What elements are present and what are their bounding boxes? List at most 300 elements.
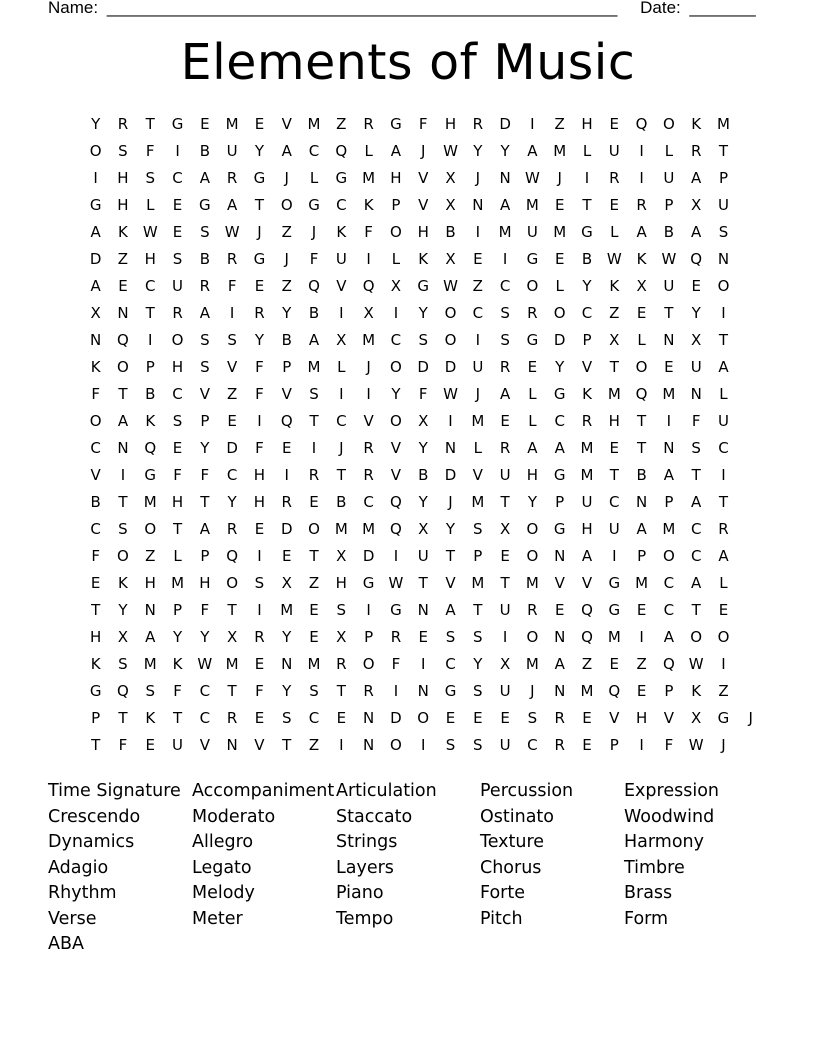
grid-letter: J: [339, 439, 344, 457]
word-list-item: Rhythm: [48, 883, 117, 903]
grid-letter: P: [364, 628, 374, 646]
grid-letter: I: [229, 304, 235, 322]
grid-letter: S: [473, 520, 483, 538]
grid-letter: S: [227, 331, 237, 349]
grid-letter: B: [145, 385, 156, 403]
grid-letter: I: [339, 736, 344, 754]
grid-letter: E: [664, 358, 674, 376]
grid-letter: K: [609, 277, 620, 295]
grid-row: [82, 708, 764, 735]
grid-row: [82, 222, 764, 249]
name-label: Name:: [48, 0, 99, 17]
grid-letter: C: [226, 466, 238, 484]
grid-letter: F: [255, 439, 264, 457]
grid-letter: T: [609, 466, 619, 484]
grid-letter: R: [718, 520, 729, 538]
grid-letter: B: [581, 250, 593, 268]
grid-letter: M: [553, 223, 567, 241]
grid-letter: A: [636, 520, 647, 538]
grid-letter: N: [363, 736, 375, 754]
grid-letter: D: [444, 466, 457, 484]
grid-letter: G: [390, 601, 402, 619]
grid-letter: S: [118, 142, 128, 160]
grid-letter: Z: [472, 277, 483, 295]
grid-letter: C: [199, 682, 211, 700]
grid-letter: I: [175, 142, 180, 160]
grid-letter: F: [200, 601, 210, 619]
grid-letter: M: [143, 493, 157, 511]
grid-letter: C: [472, 304, 484, 322]
grid-letter: H: [335, 574, 347, 592]
grid-letter: T: [336, 682, 346, 700]
grid-letter: S: [200, 358, 210, 376]
grid-letter: L: [364, 142, 373, 160]
grid-letter: E: [636, 601, 647, 619]
grid-letter: G: [553, 466, 566, 484]
grid-letter: Y: [227, 493, 237, 511]
grid-letter: E: [500, 412, 510, 430]
grid-letter: D: [362, 547, 375, 565]
grid-letter: N: [472, 196, 484, 214]
grid-row: [82, 519, 764, 546]
grid-letter: S: [200, 331, 210, 349]
grid-letter: G: [608, 574, 621, 592]
grid-letter: T: [500, 493, 510, 511]
grid-letter: E: [500, 709, 510, 727]
grid-letter: X: [445, 250, 456, 268]
grid-letter: S: [527, 709, 538, 727]
grid-letter: N: [226, 736, 238, 754]
grid-letter: A: [445, 601, 456, 619]
grid-letter: Y: [200, 439, 210, 457]
grid-letter: H: [581, 520, 593, 538]
grid-letter: E: [718, 601, 729, 619]
word-list-item: Melody: [192, 883, 255, 903]
grid-letter: U: [526, 223, 538, 241]
grid-letter: M: [580, 439, 594, 457]
grid-row: [82, 384, 764, 411]
grid-letter: S: [172, 412, 183, 430]
grid-letter: A: [227, 196, 238, 214]
grid-letter: O: [690, 628, 703, 646]
grid-letter: E: [418, 628, 428, 646]
grid-letter: H: [635, 709, 648, 727]
grid-letter: I: [502, 250, 508, 268]
grid-letter: M: [471, 574, 485, 592]
grid-letter: N: [417, 601, 429, 619]
grid-letter: I: [339, 385, 344, 403]
grid-letter: O: [717, 277, 730, 295]
grid-letter: X: [636, 277, 647, 295]
grid-letter: F: [118, 736, 128, 754]
grid-letter: Y: [418, 304, 428, 322]
grid-letter: O: [526, 520, 539, 538]
grid-letter: I: [584, 169, 590, 187]
grid-letter: P: [637, 547, 647, 565]
grid-letter: V: [554, 574, 565, 592]
grid-letter: N: [117, 439, 129, 457]
grid-letter: S: [336, 601, 347, 619]
grid-letter: A: [691, 169, 702, 187]
grid-letter: E: [554, 196, 565, 214]
grid-letter: F: [418, 385, 428, 403]
grid-letter: C: [554, 412, 565, 430]
grid-letter: I: [311, 439, 317, 457]
grid-letter: N: [144, 601, 156, 619]
grid-letter: R: [117, 115, 129, 133]
grid-letter: R: [199, 277, 211, 295]
grid-letter: I: [393, 304, 399, 322]
grid-letter: I: [721, 466, 726, 484]
grid-letter: O: [362, 655, 375, 673]
grid-letter: K: [172, 655, 183, 673]
grid-letter: G: [553, 385, 566, 403]
grid-letter: S: [500, 331, 510, 349]
grid-letter: O: [226, 574, 239, 592]
grid-letter: I: [284, 466, 289, 484]
grid-letter: E: [527, 358, 538, 376]
grid-row: [82, 195, 764, 222]
grid-letter: P: [473, 547, 483, 565]
grid-letter: U: [581, 493, 593, 511]
grid-letter: T: [118, 493, 128, 511]
grid-letter: I: [639, 142, 644, 160]
grid-letter: T: [582, 196, 592, 214]
grid-letter: R: [609, 169, 620, 187]
grid-letter: Q: [335, 142, 348, 160]
grid-letter: S: [254, 574, 265, 592]
grid-letter: E: [309, 493, 319, 511]
grid-letter: R: [254, 304, 265, 322]
grid-letter: M: [280, 601, 294, 619]
grid-letter: Q: [390, 493, 402, 511]
grid-letter: M: [225, 115, 239, 133]
grid-letter: E: [609, 196, 620, 214]
grid-letter: E: [609, 655, 620, 673]
grid-letter: D: [444, 358, 457, 376]
grid-letter: L: [719, 574, 728, 592]
grid-letter: I: [257, 601, 262, 619]
grid-letter: M: [607, 385, 621, 403]
grid-letter: E: [609, 439, 620, 457]
grid-letter: X: [691, 331, 702, 349]
grid-letter: B: [663, 223, 675, 241]
grid-letter: J: [475, 169, 481, 187]
grid-letter: Q: [308, 277, 320, 295]
grid-letter: E: [500, 547, 510, 565]
grid-letter: G: [144, 466, 157, 484]
grid-letter: K: [363, 196, 374, 214]
grid-letter: R: [363, 466, 374, 484]
grid-letter: N: [554, 682, 566, 700]
grid-letter: O: [89, 412, 102, 430]
grid-letter: M: [471, 493, 485, 511]
grid-letter: G: [444, 682, 457, 700]
grid-letter: V: [390, 439, 402, 457]
grid-letter: T: [637, 439, 647, 457]
grid-letter: A: [527, 142, 538, 160]
grid-letter: J: [530, 682, 535, 700]
grid-letter: I: [148, 331, 153, 349]
grid-letter: P: [582, 331, 592, 349]
grid-letter: J: [475, 385, 481, 403]
grid-letter: E: [609, 115, 620, 133]
word-list-item: Accompaniment: [192, 781, 335, 801]
grid-letter: Z: [281, 277, 292, 295]
grid-letter: Q: [117, 682, 129, 700]
grid-letter: Y: [473, 655, 483, 673]
grid-letter: I: [639, 736, 644, 754]
grid-letter: T: [336, 466, 346, 484]
grid-letter: D: [553, 331, 566, 349]
header-line: [48, 0, 756, 18]
grid-letter: R: [690, 142, 702, 160]
grid-letter: I: [120, 466, 126, 484]
grid-letter: M: [171, 574, 185, 592]
grid-letter: I: [393, 547, 399, 565]
grid-letter: O: [171, 331, 184, 349]
grid-letter: T: [691, 601, 701, 619]
grid-letter: Z: [308, 736, 320, 754]
grid-letter: R: [172, 304, 183, 322]
grid-letter: M: [662, 385, 676, 403]
grid-letter: L: [309, 169, 319, 187]
grid-letter: U: [608, 520, 620, 538]
grid-letter: R: [499, 358, 511, 376]
grid-letter: R: [499, 439, 511, 457]
grid-letter: M: [525, 196, 539, 214]
grid-letter: N: [554, 547, 566, 565]
grid-letter: S: [281, 709, 292, 727]
grid-letter: P: [145, 358, 155, 376]
grid-letter: U: [499, 601, 511, 619]
word-list-item: Form: [624, 908, 669, 929]
word-list-item: Staccato: [336, 806, 413, 827]
grid-letter: F: [255, 385, 264, 403]
grid-letter: V: [363, 412, 374, 430]
grid-letter: X: [336, 628, 347, 646]
grid-letter: O: [635, 358, 648, 376]
grid-letter: O: [444, 304, 457, 322]
grid-letter: P: [664, 682, 674, 700]
word-list-item: Chorus: [480, 857, 542, 878]
grid-letter: M: [525, 655, 539, 673]
grid-letter: X: [609, 331, 620, 349]
grid-letter: Z: [554, 115, 565, 133]
grid-letter: L: [473, 439, 482, 457]
grid-letter: X: [336, 547, 347, 565]
grid-letter: C: [445, 655, 456, 673]
grid-letter: S: [445, 628, 456, 646]
grid-letter: Z: [718, 682, 729, 700]
grid-letter: Y: [91, 115, 101, 133]
grid-letter: E: [254, 520, 265, 538]
grid-letter: Y: [282, 682, 292, 700]
grid-letter: S: [500, 304, 510, 322]
grid-letter: I: [393, 682, 399, 700]
grid-letter: A: [499, 385, 511, 403]
grid-letter: W: [197, 655, 213, 673]
grid-letter: C: [90, 439, 101, 457]
grid-letter: M: [607, 628, 621, 646]
word-list-item: Piano: [336, 883, 384, 903]
grid-letter: L: [610, 223, 619, 241]
grid-letter: G: [581, 223, 593, 241]
grid-letter: O: [444, 331, 457, 349]
grid-letter: T: [609, 358, 619, 376]
word-list-item: Adagio: [48, 857, 109, 878]
grid-letter: L: [637, 331, 646, 349]
grid-letter: O: [553, 304, 566, 322]
grid-letter: C: [336, 412, 347, 430]
grid-letter: I: [366, 601, 371, 619]
grid-letter: M: [362, 169, 376, 187]
grid-letter: T: [254, 196, 265, 214]
grid-letter: T: [145, 115, 155, 133]
grid-letter: T: [691, 466, 701, 484]
word-list-item: Allegro: [192, 832, 254, 852]
grid-letter: T: [91, 601, 101, 619]
grid-letter: E: [554, 250, 565, 268]
grid-letter: P: [609, 736, 619, 754]
grid-letter: J: [257, 223, 262, 241]
grid-letter: C: [690, 520, 702, 538]
grid-letter: E: [636, 304, 647, 322]
word-list-item: Harmony: [624, 832, 704, 852]
grid-letter: A: [199, 169, 210, 187]
grid-letter: M: [307, 115, 321, 133]
grid-letter: S: [118, 655, 128, 673]
grid-letter: I: [530, 115, 535, 133]
grid-letter: U: [608, 142, 620, 160]
grid-letter: I: [366, 250, 371, 268]
grid-letter: T: [500, 574, 510, 592]
grid-letter: O: [390, 223, 402, 241]
grid-letter: G: [417, 277, 430, 295]
word-list-item: Moderato: [192, 806, 276, 827]
grid-letter: R: [254, 628, 265, 646]
grid-letter: X: [418, 520, 429, 538]
grid-letter: O: [526, 277, 539, 295]
grid-letter: C: [609, 493, 620, 511]
grid-letter: Y: [555, 358, 565, 376]
grid-letter: I: [639, 169, 644, 187]
grid-letter: O: [717, 628, 730, 646]
grid-letter: K: [418, 250, 429, 268]
grid-letter: E: [200, 115, 210, 133]
grid-letter: C: [363, 493, 374, 511]
word-list-item: Articulation: [336, 781, 437, 801]
grid-letter: F: [227, 277, 237, 295]
grid-letter: G: [717, 709, 730, 727]
grid-letter: W: [688, 655, 704, 673]
grid-letter: F: [91, 547, 100, 565]
word-list: [48, 779, 768, 958]
grid-letter: X: [226, 628, 238, 646]
grid-letter: I: [666, 412, 672, 430]
grid-letter: D: [89, 250, 102, 268]
grid-letter: B: [336, 493, 347, 511]
grid-letter: E: [172, 223, 183, 241]
word-list-item: Forte: [480, 883, 525, 903]
grid-letter: M: [717, 115, 730, 133]
grid-letter: G: [526, 331, 539, 349]
grid-letter: G: [308, 196, 320, 214]
word-list-item: Dynamics: [48, 832, 135, 852]
grid-letter: E: [309, 628, 319, 646]
grid-letter: V: [254, 736, 265, 754]
grid-letter: A: [281, 142, 292, 160]
grid-letter: L: [391, 250, 401, 268]
grid-letter: W: [606, 250, 622, 268]
grid-letter: I: [612, 547, 617, 565]
grid-letter: X: [418, 412, 429, 430]
grid-letter: V: [581, 574, 593, 592]
grid-letter: V: [199, 385, 210, 403]
grid-letter: C: [90, 520, 101, 538]
grid-letter: J: [721, 736, 726, 754]
grid-letter: O: [526, 628, 539, 646]
grid-letter: B: [445, 223, 456, 241]
grid-letter: R: [527, 601, 538, 619]
grid-letter: E: [582, 736, 592, 754]
grid-letter: W: [688, 736, 704, 754]
grid-letter: N: [663, 439, 675, 457]
word-list-item: Strings: [336, 832, 398, 852]
grid-letter: P: [173, 601, 183, 619]
grid-letter: V: [390, 466, 402, 484]
grid-letter: H: [117, 169, 129, 187]
grid-letter: C: [145, 277, 156, 295]
grid-letter: H: [90, 628, 102, 646]
grid-letter: I: [721, 655, 726, 673]
grid-letter: F: [691, 412, 701, 430]
grid-letter: B: [199, 142, 210, 160]
grid-letter: M: [143, 655, 157, 673]
grid-letter: Q: [662, 655, 675, 673]
grid-letter: S: [200, 223, 210, 241]
grid-letter: K: [691, 682, 702, 700]
grid-letter: T: [718, 493, 729, 511]
word-list-item: Meter: [192, 908, 243, 929]
grid-letter: T: [118, 385, 128, 403]
grid-letter: O: [280, 196, 293, 214]
grid-letter: I: [448, 412, 453, 430]
grid-letter: Q: [362, 277, 375, 295]
grid-letter: W: [524, 169, 540, 187]
grid-letter: G: [362, 574, 375, 592]
grid-letter: A: [691, 574, 702, 592]
grid-letter: Y: [254, 142, 265, 160]
grid-letter: Z: [581, 655, 593, 673]
grid-letter: A: [308, 331, 320, 349]
grid-letter: C: [172, 169, 183, 187]
grid-row: [82, 627, 764, 654]
grid-row: [82, 330, 764, 357]
grid-letter: O: [390, 412, 402, 430]
grid-letter: X: [117, 628, 129, 646]
grid-letter: R: [281, 493, 292, 511]
grid-letter: R: [336, 655, 347, 673]
grid-letter: X: [691, 709, 702, 727]
grid-letter: S: [309, 385, 319, 403]
grid-letter: D: [226, 439, 238, 457]
grid-letter: T: [200, 493, 210, 511]
grid-letter: B: [636, 466, 647, 484]
grid-letter: A: [691, 223, 702, 241]
grid-letter: Y: [282, 304, 292, 322]
grid-row: [82, 411, 764, 438]
